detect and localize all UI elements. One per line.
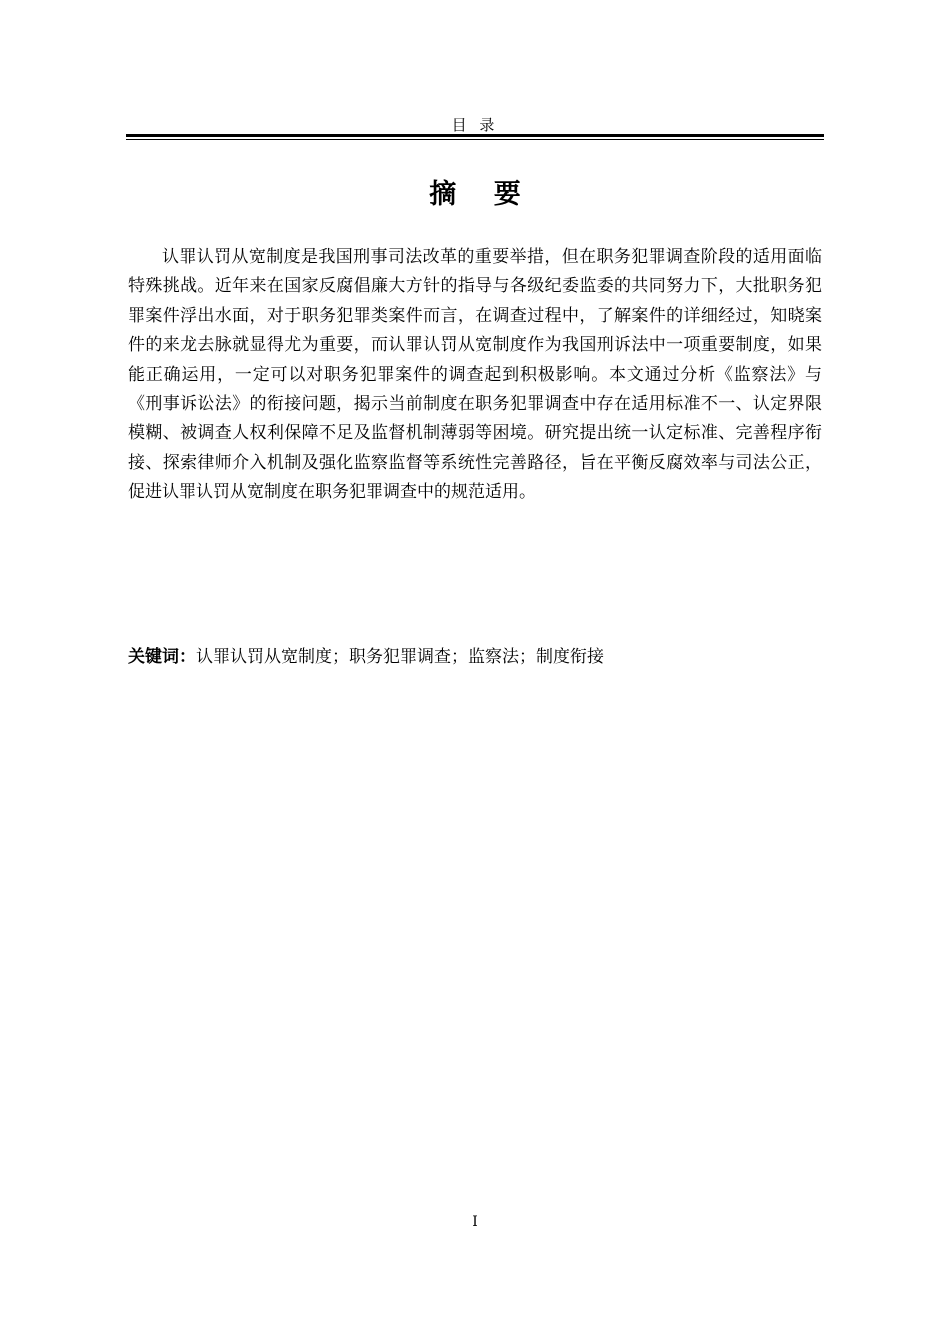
running-header: 目 录 — [451, 116, 499, 134]
abstract-body: 认罪认罚从宽制度是我国刑事司法改革的重要举措，但在职务犯罪调查阶段的适用面临特殊挑战。近年来在国家反腐倡廉大方针的指导与各级纪委监委的共同努力下，大批职务犯罪案件浮出水面，对于职务犯罪类案件而言，在调查过程中，了解案件的详细经过，知晓案件的来龙去脉就显得尤为重要，而认罪认罚从宽制度作为我国刑诉法中一项重要制度，如果能正确运用，一定可以对职务犯罪案件的调查起到积极影响。本文通过分析《监察法》与《刑事诉讼法》的衔接问题，揭示当前制度在职务犯罪调查中存在适用标准不一、认定界限模糊、被调查人权利保障不足及监督机制薄弱等困境。研究提出统一认定标准、完善程序衔接、探索律师介入机制及强化监察监督等系统性完善路径，旨在平衡反腐效率与司法公正，促进认罪认罚从宽制度在职务犯罪调查中的规范适用。 — [128, 247, 822, 503]
header-rule-thick — [126, 134, 824, 137]
header-rule-thin — [126, 139, 824, 140]
page-number: I — [472, 1214, 478, 1230]
keywords-line — [128, 644, 822, 670]
keywords-text: 认罪认罚从宽制度；职务犯罪调查；监察法；制度衔接 — [196, 647, 604, 667]
keywords-label: 关键词： — [128, 647, 196, 667]
abstract-title: 摘 要 — [429, 179, 535, 210]
